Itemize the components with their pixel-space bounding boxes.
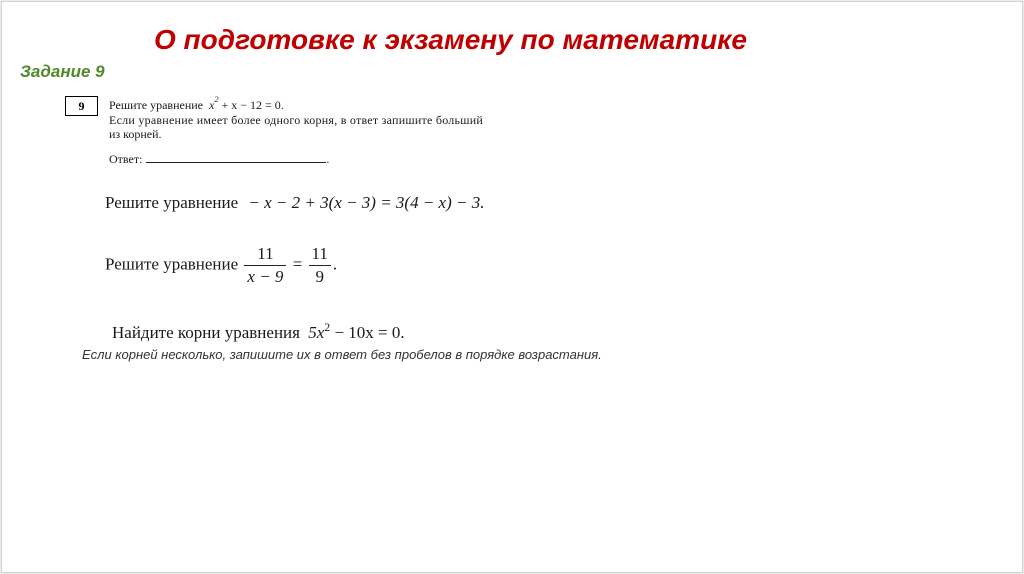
task-number-box: 9 [65,96,98,116]
task2-prompt: Решите уравнение [105,193,239,212]
task3-prompt: Решите уравнение [105,254,239,274]
task1-line2: Если уравнение имеет более одного корня, в ответ запишите больший [109,113,484,127]
task1-answer: Ответ: . [109,152,330,166]
task4 [112,320,405,343]
task2-equation: − x − 2 + 3(x − 3) = 3(4 − x) − 3. [248,193,485,212]
answer-label: Ответ: [109,152,143,166]
task3-rhs-fraction: $\frac{11}{9}$ [309,244,331,287]
slide-title: О подготовке к экзамену по математике [154,24,747,55]
task1-line3: из корней. [109,127,162,141]
answer-line [146,151,326,163]
task2 [105,193,485,213]
task1-prompt: Решите уравнение [109,98,203,112]
task3-lhs-fraction: $\frac{11}{x - 9}$ [244,244,286,287]
task4-note: Если корней несколько, запишите их в ответ без пробелов в порядке возрастания. [82,347,602,362]
task1-line1 [109,95,284,113]
task4-equation: $5x^2 - 10x = 0$. [308,320,405,342]
task1-equation: $x^2 + x - 12 = 0$. [208,95,284,112]
task3-equals: = [292,254,303,274]
slide-subtitle: Задание 9 [20,62,105,81]
slide [1,1,1023,573]
task3: Решите уравнение $\frac{11}{x - 9}$ = $\frac{11}{9}$ . [105,244,338,286]
task4-prompt: Найдите корни уравнения [112,323,300,342]
